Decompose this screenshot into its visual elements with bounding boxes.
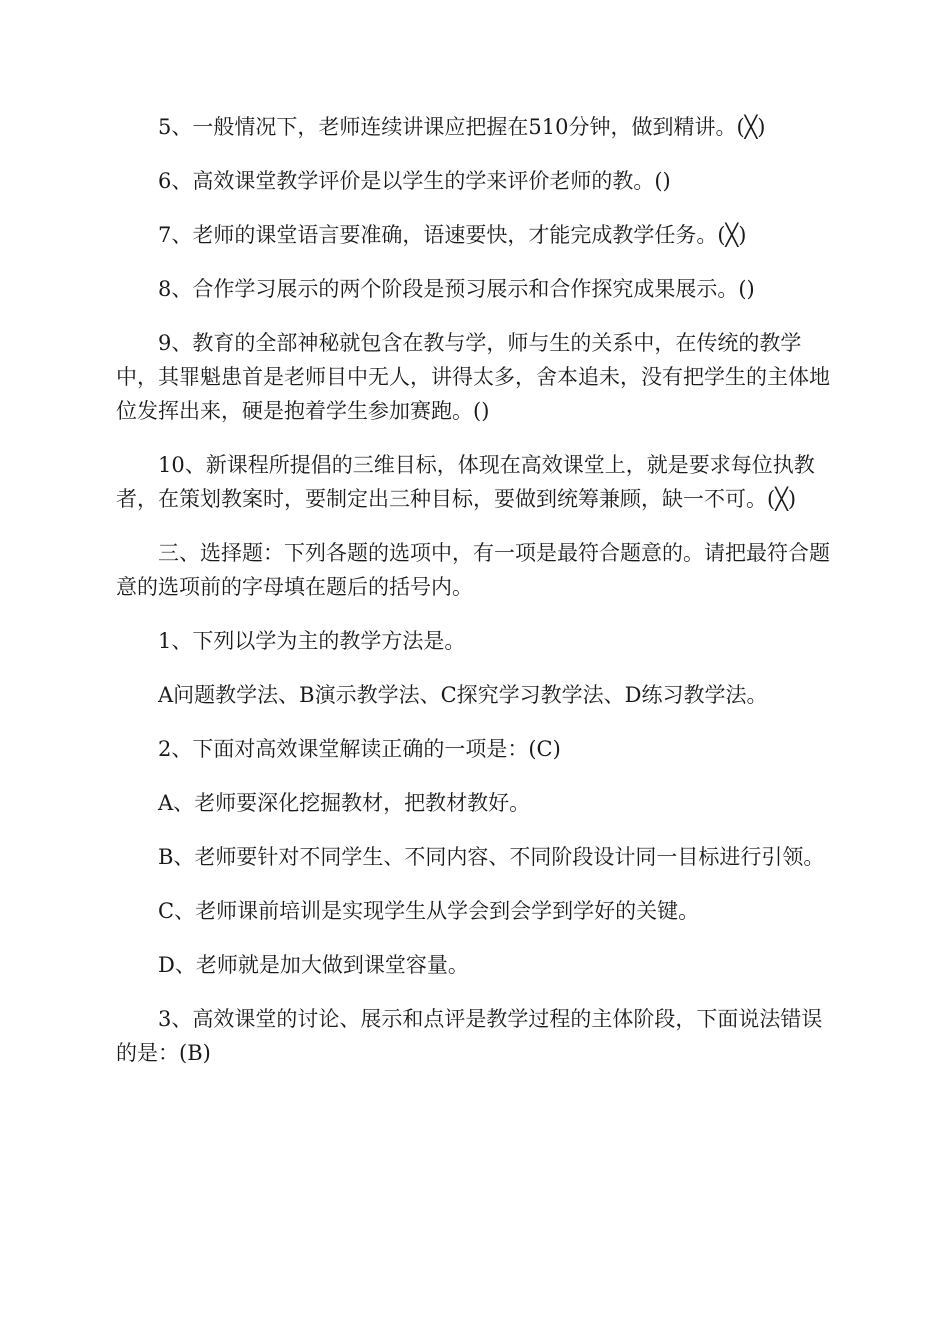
document-body: [116, 110, 836, 1090]
question-2: 2、下面对高效课堂解读正确的一项是：(C): [158, 737, 561, 761]
question-1-options: A问题教学法、B演示教学法、C探究学习教学法、D练习教学法。: [158, 683, 768, 707]
question-2-option-c: C、老师课前培训是实现学生从学会到会学到学好的关键。: [158, 899, 700, 923]
paragraph-tf-10: 10、新课程所提倡的三维目标，体现在高效课堂上，就是要求每位执教者，在策划教案时，要制定出三种目标，要做到统筹兼顾，缺一不可。(╳): [116, 453, 815, 511]
paragraph-tf-7: 7、老师的课堂语言要准确，语速要快，才能完成教学任务。(╳): [158, 223, 747, 247]
paragraph-tf-6: 6、高效课堂教学评价是以学生的学来评价老师的教。(): [158, 169, 671, 193]
question-1: 1、下列以学为主的教学方法是。: [158, 629, 466, 653]
paragraph-tf-8: 8、合作学习展示的两个阶段是预习展示和合作探究成果展示。(): [158, 277, 755, 301]
question-2-option-b: B、老师要针对不同学生、不同内容、不同阶段设计同一目标进行引领。: [158, 845, 825, 869]
paragraph-tf-5: 5、一般情况下，老师连续讲课应把握在510分钟，做到精讲。(╳): [158, 115, 766, 139]
question-2-option-d: D、老师就是加大做到课堂容量。: [158, 953, 469, 977]
question-2-option-a: A、老师要深化挖掘教材，把教材教好。: [158, 791, 531, 815]
section-heading-choice: 三、选择题：下列各题的选项中，有一项是最符合题意的。请把最符合题意的选项前的字母填在题后的括号内。: [116, 541, 830, 599]
paragraph-tf-9: 9、教育的全部神秘就包含在教与学，师与生的关系中，在传统的教学中，其罪魁患首是老师目中无人，讲得太多，舍本追未，没有把学生的主体地位发挥出来，硬是抱着学生参加赛跑。(): [116, 331, 830, 423]
question-3: 3、高效课堂的讨论、展示和点评是教学过程的主体阶段，下面说法错误的是：(B): [116, 1007, 823, 1065]
